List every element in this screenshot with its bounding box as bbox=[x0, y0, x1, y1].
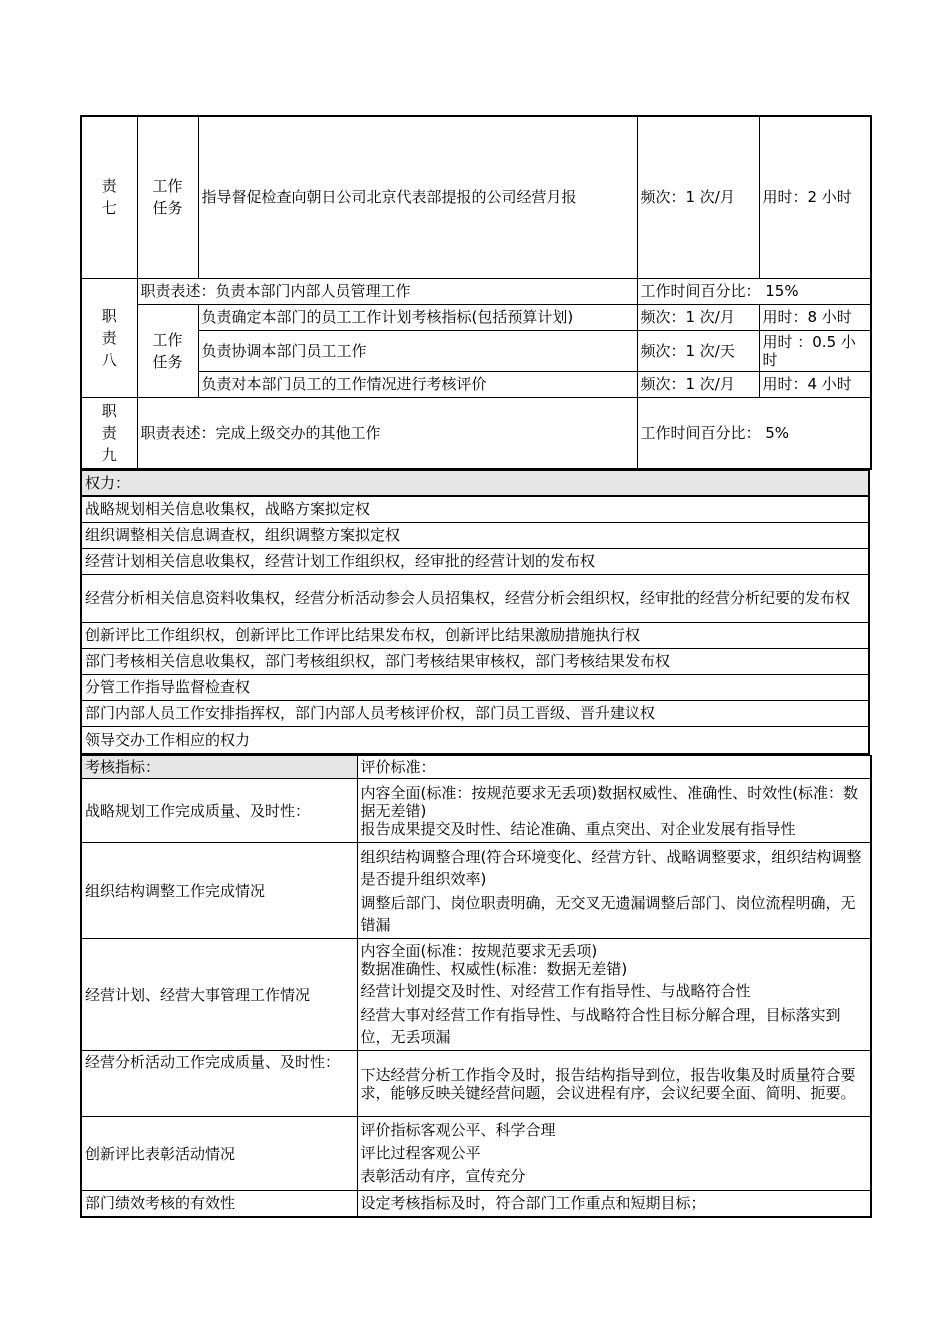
duties-table bbox=[80, 115, 872, 470]
duty8-percent: 工作时间百分比： 15% bbox=[637, 278, 871, 304]
kpi-row-3-criterion-3: 经营计划提交及时性、对经营工作有指导性、与战略符合性 bbox=[360, 981, 751, 1000]
kpi-row-1-criterion-1: 内容全面(标准：按规范要求无丢项)数据权威性、准确性、时效性(标准：数据无差错) bbox=[360, 783, 859, 820]
kpi-row-3-criteria bbox=[357, 939, 871, 1051]
kpi-row-5-criterion-1: 评价指标客观公平、科学合理 bbox=[360, 1121, 556, 1139]
power-item-8: 部门内部人员工作安排指挥权，部门内部人员考核评价权，部门员工晋级、晋升建议权 bbox=[81, 700, 869, 726]
duty8-task-label: 工作 任务 bbox=[137, 304, 198, 397]
duty8-task-2: 负责协调本部门员工工作 bbox=[198, 330, 637, 371]
power-item-3: 经营计划相关信息收集权，经营计划工作组织权，经审批的经营计划的发布权 bbox=[81, 548, 869, 574]
kpi-header-right: 评价标准： bbox=[357, 756, 871, 779]
duty9-description: 职责表述：完成上级交办的其他工作 bbox=[137, 397, 637, 469]
power-item-4: 经营分析相关信息资料收集权，经营分析活动参会人员招集权，经营分析会组织权，经审批的经营分析纪要的发布权 bbox=[81, 574, 869, 622]
duty7-task: 指导督促检查向朝日公司北京代表部提报的公司经营月报 bbox=[198, 116, 637, 278]
kpi-row-5-criterion-2: 评比过程客观公平 bbox=[360, 1144, 481, 1162]
power-item-6: 部门考核相关信息收集权，部门考核组织权，部门考核结果审核权，部门考核结果发布权 bbox=[81, 648, 869, 674]
kpi-row-3-criterion-4: 经营大事对经营工作有指导性、与战略符合性目标分解合理，目标落实到位，无丢项漏 bbox=[360, 1005, 841, 1046]
duty7-frequency: 频次：1 次/月 bbox=[637, 116, 759, 278]
duty8-task-3-frequency: 频次：1 次/月 bbox=[637, 371, 759, 397]
kpi-row-2-criterion-1: 组织结构调整合理(符合环境变化、经营方针、战略调整要求，组织结构调整是否提升组织效率) bbox=[360, 847, 862, 888]
duty8-task-1-time: 用时：8 小时 bbox=[759, 304, 871, 330]
duty7-label: 责 七 bbox=[81, 116, 137, 278]
job-description-sheet bbox=[80, 115, 870, 1218]
duty9-label: 职 责 九 bbox=[81, 397, 137, 469]
kpi-row-3-criterion-2: 数据准确性、权威性(标准：数据无差错) bbox=[360, 959, 628, 978]
duty9-percent: 工作时间百分比： 5% bbox=[637, 397, 871, 469]
duty8-task-1-frequency: 频次：1 次/月 bbox=[637, 304, 759, 330]
power-item-2: 组织调整相关信息调查权，组织调整方案拟定权 bbox=[81, 522, 869, 548]
kpi-row-3-criterion-1: 内容全面(标准：按规范要求无丢项) bbox=[360, 941, 598, 960]
duty8-label: 职 责 八 bbox=[81, 278, 137, 397]
duty7-task-label: 工作 任务 bbox=[137, 116, 198, 278]
power-item-9: 领导交办工作相应的权力 bbox=[81, 726, 869, 754]
kpi-row-4-name: 经营分析活动工作完成质量、及时性： bbox=[81, 1051, 357, 1117]
duty7-time: 用时：2 小时 bbox=[759, 116, 871, 278]
powers-table bbox=[80, 470, 870, 756]
duty8-task-3-time: 用时：4 小时 bbox=[759, 371, 871, 397]
duty8-task-3: 负责对本部门员工的工作情况进行考核评价 bbox=[198, 371, 637, 397]
kpi-row-4-criterion-1: 下达经营分析工作指令及时，报告结构指导到位，报告收集及时质量符合要求，能够反映关键经营问题，会议进程有序，会议纪要全面、简明、扼要。 bbox=[360, 1065, 856, 1102]
duty8-task-2-time: 用时 ：0.5 小时 bbox=[759, 330, 871, 371]
kpi-row-4-criteria bbox=[357, 1051, 871, 1117]
kpi-row-1-criterion-2: 报告成果提交及时性、结论准确、重点突出、对企业发展有指导性 bbox=[360, 819, 796, 838]
kpi-row-1-criteria bbox=[357, 779, 871, 843]
kpi-row-2-criterion-2: 调整后部门、岗位职责明确，无交叉无遗漏调整后部门、岗位流程明确，无错漏 bbox=[360, 893, 856, 934]
kpi-row-3-name: 经营计划、经营大事管理工作情况 bbox=[81, 939, 357, 1051]
kpi-row-6-name: 部门绩效考核的有效性 bbox=[81, 1191, 357, 1217]
kpi-row-5-criterion-3: 表彰活动有序，宣传充分 bbox=[360, 1167, 526, 1185]
power-item-5: 创新评比工作组织权，创新评比工作评比结果发布权，创新评比结果激励措施执行权 bbox=[81, 622, 869, 648]
powers-header: 权力： bbox=[81, 470, 869, 496]
kpi-row-1-name: 战略规划工作完成质量、及时性： bbox=[81, 779, 357, 843]
duty8-description: 职责表述：负责本部门内部人员管理工作 bbox=[137, 278, 637, 304]
kpi-row-6-criteria bbox=[357, 1191, 871, 1217]
kpi-header-left: 考核指标： bbox=[81, 756, 357, 779]
kpi-row-5-criteria bbox=[357, 1117, 871, 1191]
kpi-table bbox=[80, 755, 872, 1218]
kpi-row-6-criterion-1: 设定考核指标及时，符合部门工作重点和短期目标； bbox=[360, 1194, 706, 1213]
kpi-row-2-name: 组织结构调整工作完成情况 bbox=[81, 843, 357, 939]
kpi-row-2-criteria bbox=[357, 843, 871, 939]
kpi-row-5-name: 创新评比表彰活动情况 bbox=[81, 1117, 357, 1191]
power-item-7: 分管工作指导监督检查权 bbox=[81, 674, 869, 700]
duty8-task-1: 负责确定本部门的员工工作计划考核指标(包括预算计划) bbox=[198, 304, 637, 330]
duty8-task-2-frequency: 频次：1 次/天 bbox=[637, 330, 759, 371]
power-item-1: 战略规划相关信息收集权，战略方案拟定权 bbox=[81, 496, 869, 522]
